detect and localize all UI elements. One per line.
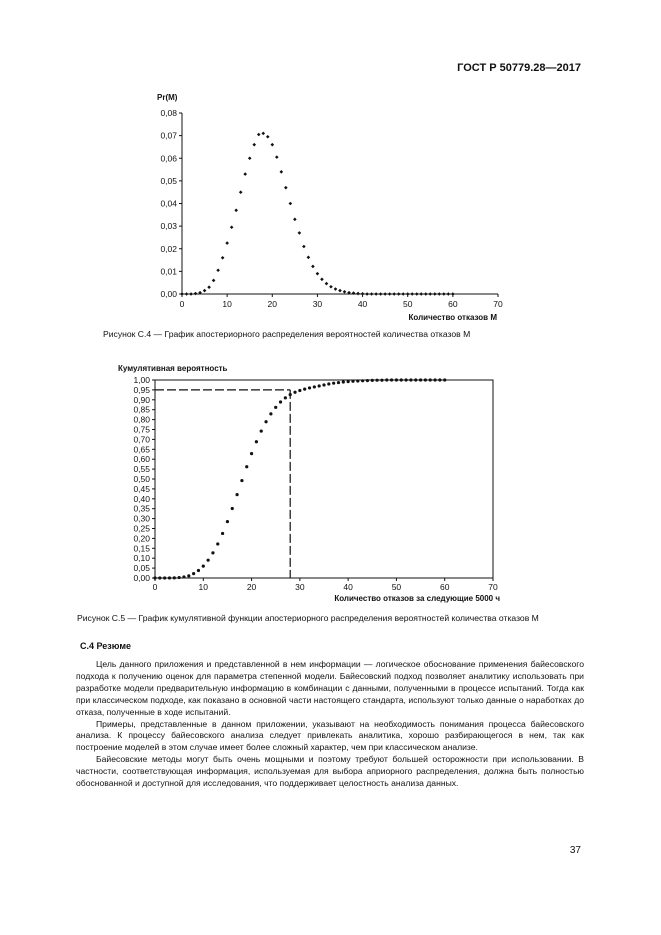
data-point — [451, 292, 455, 296]
data-point — [243, 172, 247, 176]
data-point — [410, 292, 414, 296]
paragraph: Цель данного приложения и представленной в нем информации — логическое обоснование применения байесовского подхода к получению оценок для параметра степенной модели. Байесовский подход позволяет аналитику использовать при разработке модели предварительную информацию в комбинации с данными, полученными в процессе испытаний. Тогда как при классическом подходе, как показано в основной части настоящего стандарта, используют только данные о наработках до отказа, полученные в ходе испытаний. — [76, 659, 584, 717]
data-point — [308, 386, 311, 389]
x-tick-label: 50 — [391, 582, 402, 592]
y-tick-label: 0,06 — [160, 153, 177, 164]
x-tick-label: 70 — [488, 582, 498, 592]
data-point — [313, 385, 316, 388]
data-point — [415, 292, 419, 296]
data-point — [338, 289, 342, 293]
y-tick-label: 0,60 — [133, 454, 150, 465]
data-point — [261, 132, 265, 136]
data-point — [361, 292, 365, 296]
x-tick-label: 50 — [402, 299, 413, 309]
paragraph: Примеры, представленные в данном приложении, указывают на необходимость понимания процесса байесовского анализа. К процессу байесовского анализа следует привлекать аналитика, хорошо разбирающегося в нем, так как построение моделей в этом случае имеет более сложный характер, чем при классическом анализе. — [76, 718, 584, 753]
data-point — [370, 292, 374, 296]
figure-c4-caption: Рисунок С.4 — График апостериорного распределения вероятностей количества отказов M — [103, 329, 471, 339]
data-point — [235, 493, 238, 496]
chart-c4 — [0, 0, 661, 330]
data-point — [374, 292, 378, 296]
y-tick-label: 0,95 — [133, 384, 150, 395]
page-number: 37 — [569, 845, 581, 856]
data-point — [207, 285, 211, 289]
data-point — [327, 382, 330, 385]
data-point — [293, 391, 296, 394]
data-point — [202, 565, 205, 568]
data-point — [207, 559, 210, 562]
data-point — [279, 400, 282, 403]
data-point — [376, 379, 379, 382]
data-point — [424, 292, 428, 296]
y-tick-label: 0,90 — [133, 394, 150, 405]
data-point — [325, 282, 329, 286]
x-axis-label: Количество отказов M — [408, 313, 497, 322]
data-point — [401, 292, 405, 296]
data-point — [366, 379, 369, 382]
data-point — [182, 575, 185, 578]
data-point — [168, 576, 171, 579]
data-point — [245, 465, 248, 468]
y-tick-label: 0,45 — [133, 483, 150, 494]
y-tick-label: 0,55 — [133, 464, 150, 475]
data-point — [298, 231, 302, 235]
data-point — [334, 287, 338, 291]
data-point — [270, 143, 274, 147]
x-tick-label: 0 — [152, 582, 158, 592]
data-point — [424, 378, 427, 381]
y-tick-label: 0,03 — [160, 221, 177, 232]
y-tick-label: 0,05 — [133, 563, 150, 574]
data-point — [365, 292, 369, 296]
data-point — [442, 292, 446, 296]
y-tick-label: 0,65 — [133, 444, 150, 455]
data-point — [302, 245, 306, 249]
data-point — [189, 292, 193, 296]
y-tick-label: 0,75 — [133, 424, 150, 435]
data-point — [180, 292, 184, 296]
data-point — [158, 576, 161, 579]
x-tick-label: 20 — [267, 299, 278, 309]
data-point — [380, 379, 383, 382]
data-point — [289, 202, 293, 206]
y-tick-label: 0,50 — [133, 474, 150, 484]
y-axis-label: Кумулятивная вероятность — [118, 364, 228, 373]
data-point — [178, 576, 181, 579]
data-point — [316, 272, 320, 276]
data-point — [429, 378, 432, 381]
section-title: С.4 Резюме — [80, 641, 131, 651]
plot-frame — [155, 380, 493, 578]
data-point — [342, 380, 345, 383]
y-tick-label: 0,85 — [133, 404, 150, 415]
data-point — [269, 412, 272, 415]
y-tick-label: 0,20 — [133, 533, 150, 544]
data-point — [230, 225, 234, 229]
data-point — [289, 393, 292, 396]
data-point — [163, 576, 166, 579]
data-point — [216, 542, 219, 545]
data-point — [332, 382, 335, 385]
data-point — [264, 420, 267, 423]
y-tick-label: 0,02 — [160, 243, 177, 254]
data-point — [400, 378, 403, 381]
y-tick-label: 0,04 — [160, 198, 177, 209]
data-point — [383, 292, 387, 296]
data-point — [231, 507, 234, 510]
x-tick-label: 60 — [448, 299, 458, 309]
document-id: ГОСТ Р 50779.28—2017 — [457, 62, 581, 74]
paragraph: Байесовские методы могут быть очень мощными и поэтому требуют большей осторожности при использовании. В частности, соответствующая информация, используемая для выбора априорного распределения, должна быть полностью обоснованной и доступной для исследования, что поддерживает целостность анализа данных. — [76, 754, 584, 789]
y-tick-label: 0,07 — [160, 130, 177, 141]
data-point — [343, 290, 347, 294]
data-point — [240, 479, 243, 482]
data-point — [371, 379, 374, 382]
data-point — [211, 551, 214, 554]
data-point — [311, 265, 315, 269]
data-point — [347, 380, 350, 383]
y-tick-label: 0,35 — [133, 503, 150, 514]
x-tick-label: 20 — [246, 582, 257, 592]
x-tick-label: 10 — [222, 299, 232, 309]
data-point — [226, 520, 229, 523]
data-point — [257, 133, 261, 137]
y-tick-label: 0,15 — [133, 543, 150, 554]
data-point — [225, 241, 229, 245]
x-tick-label: 0 — [179, 299, 185, 309]
data-point — [275, 155, 279, 159]
data-point — [303, 388, 306, 391]
data-point — [221, 256, 225, 260]
data-point — [356, 379, 359, 382]
data-point — [356, 292, 360, 296]
x-tick-label: 30 — [312, 299, 323, 309]
data-point — [194, 292, 198, 296]
data-point — [443, 378, 446, 381]
data-point — [428, 292, 432, 296]
data-point — [255, 440, 258, 443]
data-point — [203, 289, 207, 293]
x-axis-label: Количество отказов за следующие 5000 ч — [334, 594, 500, 603]
data-point — [274, 406, 277, 409]
data-point — [404, 378, 407, 381]
y-tick-label: 1,00 — [133, 375, 150, 385]
data-point — [192, 572, 195, 575]
data-point — [280, 170, 284, 174]
data-point — [248, 156, 252, 160]
data-point — [260, 429, 263, 432]
data-point — [216, 268, 220, 272]
data-point — [293, 218, 297, 222]
data-point — [239, 190, 243, 194]
section-body — [76, 659, 584, 790]
data-point — [351, 380, 354, 383]
y-tick-label: 0,08 — [160, 108, 177, 118]
data-point — [307, 256, 311, 260]
data-point — [266, 135, 270, 139]
data-point — [212, 279, 216, 283]
data-point — [395, 378, 398, 381]
x-tick-label: 10 — [198, 582, 209, 592]
y-tick-label: 0,00 — [133, 573, 150, 583]
y-tick-label: 0,05 — [160, 175, 177, 186]
data-point — [153, 576, 156, 579]
chart-c5 — [0, 360, 661, 610]
data-point — [385, 378, 388, 381]
data-point — [397, 292, 401, 296]
y-tick-label: 0,30 — [133, 513, 150, 524]
data-point — [390, 378, 393, 381]
data-point — [409, 378, 412, 381]
data-point — [433, 378, 436, 381]
data-point — [320, 277, 324, 281]
data-point — [379, 292, 383, 296]
y-tick-label: 0,40 — [133, 493, 150, 504]
data-point — [447, 292, 451, 296]
x-tick-label: 60 — [439, 582, 450, 592]
figure-c5-caption: Рисунок С.5 — График кумулятивной функции апостериорного распределения вероятностей количества отказов M — [77, 613, 539, 623]
y-tick-label: 0,10 — [133, 553, 150, 564]
data-point — [361, 379, 364, 382]
data-point — [173, 576, 176, 579]
data-point — [252, 143, 256, 147]
y-tick-label: 0,80 — [133, 414, 150, 425]
data-point — [438, 292, 442, 296]
x-tick-label: 70 — [493, 299, 503, 309]
data-point — [329, 285, 333, 289]
data-point — [419, 378, 422, 381]
data-point — [298, 389, 301, 392]
data-point — [388, 292, 392, 296]
data-point — [419, 292, 423, 296]
data-point — [322, 383, 325, 386]
data-point — [185, 292, 189, 296]
data-point — [318, 384, 321, 387]
y-tick-label: 0,70 — [133, 434, 150, 445]
data-point — [221, 532, 224, 535]
x-tick-label: 30 — [295, 582, 305, 592]
data-point — [284, 186, 288, 190]
data-point — [433, 292, 437, 296]
x-tick-label: 40 — [357, 299, 368, 309]
data-point — [234, 208, 238, 212]
data-point — [438, 378, 441, 381]
y-axis-label: Pr(M) — [157, 93, 178, 102]
data-point — [197, 569, 200, 572]
data-point — [284, 396, 287, 399]
data-point — [406, 292, 410, 296]
data-point — [337, 381, 340, 384]
data-point — [250, 452, 253, 455]
data-point — [392, 292, 396, 296]
y-tick-label: 0,25 — [133, 523, 150, 534]
x-tick-label: 40 — [343, 582, 353, 592]
data-point — [187, 574, 190, 577]
y-tick-label: 0,00 — [160, 289, 177, 299]
data-point — [414, 378, 417, 381]
y-tick-label: 0,01 — [160, 266, 177, 277]
